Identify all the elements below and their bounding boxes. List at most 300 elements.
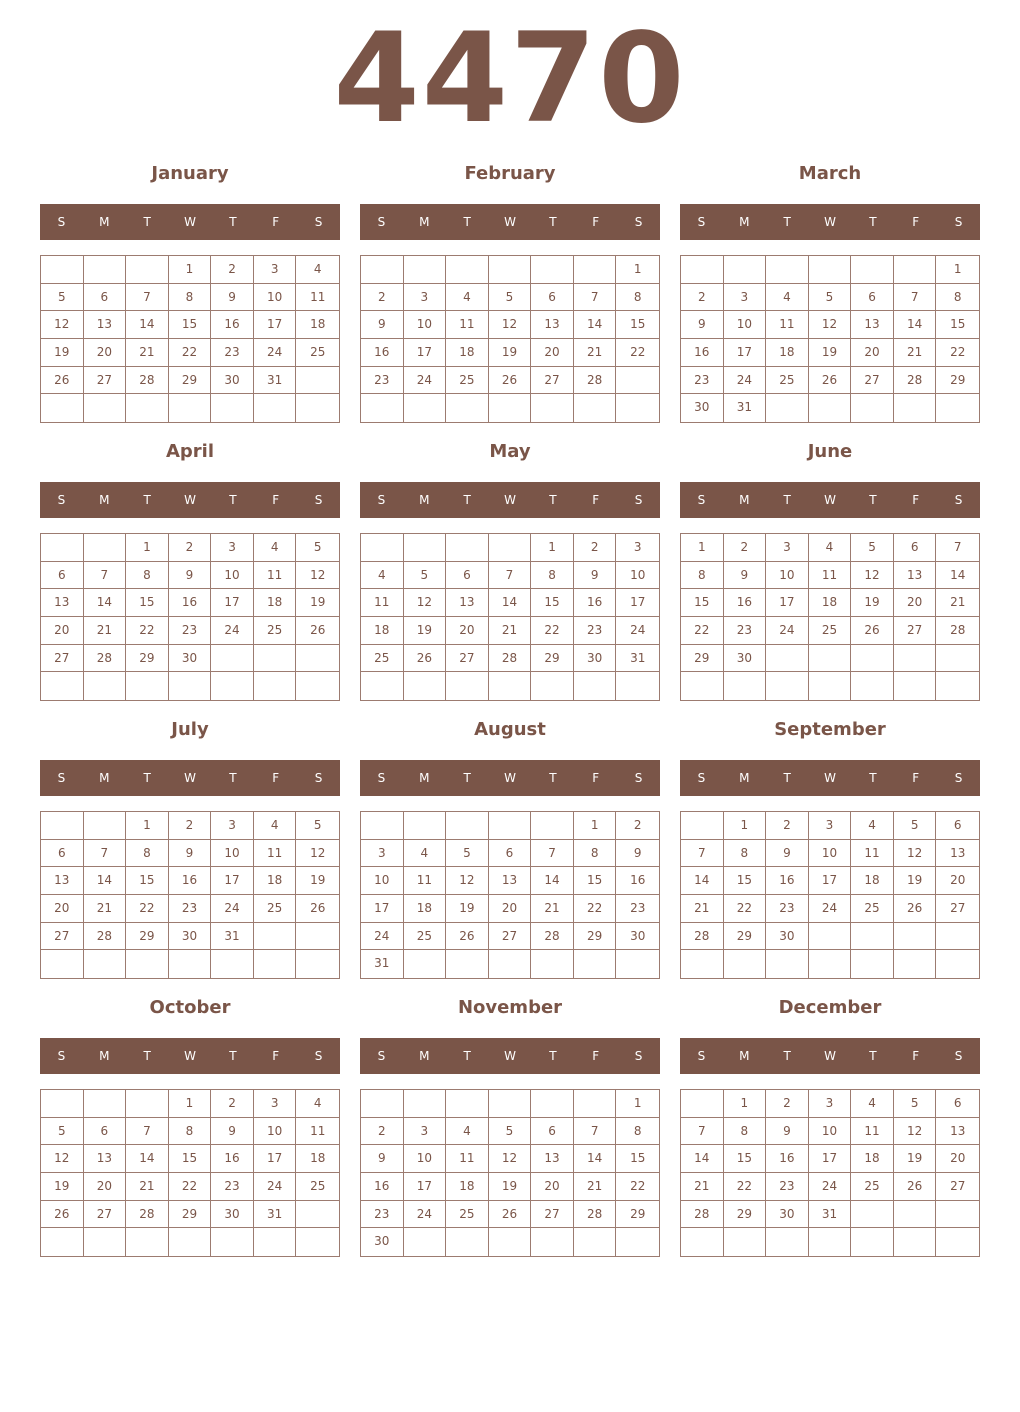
day-cell: 29: [126, 645, 169, 673]
empty-day-cell: [681, 256, 724, 284]
day-cell: 8: [574, 840, 617, 868]
weekday-label: S: [954, 1049, 963, 1063]
day-cell: 13: [41, 589, 84, 617]
day-cell: 1: [681, 534, 724, 562]
empty-day-cell: [851, 645, 894, 673]
day-cell: 30: [211, 1201, 254, 1229]
day-cell: 25: [254, 617, 297, 645]
weekday-header: [360, 482, 660, 518]
day-cell: 21: [681, 1173, 724, 1201]
empty-day-cell: [254, 923, 297, 951]
day-cell: 23: [766, 1173, 809, 1201]
day-cell: 21: [489, 617, 532, 645]
day-grid: [360, 811, 660, 979]
day-cell: 1: [531, 534, 574, 562]
day-cell: 17: [724, 339, 767, 367]
day-cell: 9: [169, 562, 212, 590]
weekday-label: T: [229, 1049, 237, 1063]
empty-day-cell: [616, 950, 659, 978]
day-cell: 22: [126, 617, 169, 645]
day-cell: 12: [296, 840, 339, 868]
empty-day-cell: [809, 645, 852, 673]
empty-day-cell: [84, 1090, 127, 1118]
empty-day-cell: [489, 1228, 532, 1256]
day-cell: 29: [936, 367, 979, 395]
day-cell: 8: [724, 1118, 767, 1146]
day-cell: 19: [894, 867, 937, 895]
day-cell: 26: [296, 895, 339, 923]
weekday-label: S: [377, 215, 386, 229]
day-cell: 17: [404, 339, 447, 367]
day-cell: 14: [84, 867, 127, 895]
day-cell: 4: [361, 562, 404, 590]
day-cell: 17: [809, 867, 852, 895]
day-cell: 22: [531, 617, 574, 645]
weekday-label: W: [504, 493, 516, 507]
empty-day-cell: [851, 923, 894, 951]
day-grid: [40, 255, 340, 423]
empty-day-cell: [41, 534, 84, 562]
day-cell: 17: [211, 867, 254, 895]
weekday-label: S: [57, 771, 66, 785]
day-cell: 15: [126, 589, 169, 617]
day-cell: 7: [681, 840, 724, 868]
day-cell: 18: [254, 867, 297, 895]
day-cell: 20: [531, 339, 574, 367]
weekday-label: W: [824, 771, 836, 785]
day-cell: 7: [574, 1118, 617, 1146]
empty-day-cell: [126, 256, 169, 284]
day-cell: 10: [616, 562, 659, 590]
weekday-label: T: [463, 215, 471, 229]
day-cell: 23: [574, 617, 617, 645]
empty-day-cell: [616, 394, 659, 422]
day-cell: 7: [574, 284, 617, 312]
day-cell: 31: [254, 367, 297, 395]
weekday-header: [680, 1038, 980, 1074]
day-cell: 14: [894, 311, 937, 339]
day-cell: 16: [766, 1145, 809, 1173]
day-cell: 8: [616, 1118, 659, 1146]
day-cell: 21: [574, 1173, 617, 1201]
day-cell: 12: [489, 311, 532, 339]
weekday-label: W: [824, 493, 836, 507]
day-cell: 3: [616, 534, 659, 562]
day-grid: [40, 533, 340, 701]
day-cell: 21: [84, 895, 127, 923]
day-grid: [40, 811, 340, 979]
weekday-label: S: [314, 215, 323, 229]
empty-day-cell: [296, 950, 339, 978]
day-cell: 17: [809, 1145, 852, 1173]
weekday-label: F: [912, 215, 920, 229]
empty-day-cell: [296, 923, 339, 951]
day-grid: [40, 1089, 340, 1257]
empty-day-cell: [809, 950, 852, 978]
empty-day-cell: [851, 256, 894, 284]
day-cell: 1: [126, 534, 169, 562]
day-cell: 4: [254, 534, 297, 562]
day-cell: 3: [404, 284, 447, 312]
day-cell: 8: [724, 840, 767, 868]
weekday-label: S: [377, 771, 386, 785]
day-cell: 26: [296, 617, 339, 645]
day-cell: 6: [41, 562, 84, 590]
empty-day-cell: [296, 645, 339, 673]
empty-day-cell: [126, 1090, 169, 1118]
day-cell: 9: [681, 311, 724, 339]
weekday-label: T: [143, 215, 151, 229]
weekday-label: T: [783, 1049, 791, 1063]
weekday-label: T: [229, 493, 237, 507]
day-cell: 25: [446, 367, 489, 395]
empty-day-cell: [254, 950, 297, 978]
month-name: March: [798, 163, 862, 184]
empty-day-cell: [681, 672, 724, 700]
day-cell: 15: [169, 1145, 212, 1173]
empty-day-cell: [851, 672, 894, 700]
empty-day-cell: [41, 394, 84, 422]
day-cell: 22: [681, 617, 724, 645]
day-cell: 12: [446, 867, 489, 895]
empty-day-cell: [894, 645, 937, 673]
day-cell: 7: [126, 284, 169, 312]
day-cell: 10: [211, 840, 254, 868]
weekday-header: [680, 204, 980, 240]
day-cell: 6: [84, 1118, 127, 1146]
empty-day-cell: [766, 672, 809, 700]
day-cell: 26: [404, 645, 447, 673]
empty-day-cell: [616, 367, 659, 395]
day-cell: 20: [41, 895, 84, 923]
empty-day-cell: [446, 394, 489, 422]
empty-day-cell: [936, 950, 979, 978]
weekday-label: S: [314, 1049, 323, 1063]
day-cell: 22: [126, 895, 169, 923]
day-cell: 10: [809, 840, 852, 868]
day-cell: 4: [851, 1090, 894, 1118]
day-cell: 30: [766, 1201, 809, 1229]
empty-day-cell: [404, 394, 447, 422]
day-cell: 19: [296, 589, 339, 617]
weekday-label: T: [783, 771, 791, 785]
empty-day-cell: [724, 256, 767, 284]
day-cell: 4: [446, 284, 489, 312]
weekday-label: T: [549, 493, 557, 507]
day-cell: 18: [851, 1145, 894, 1173]
day-cell: 28: [894, 367, 937, 395]
day-cell: 11: [254, 562, 297, 590]
day-cell: 14: [84, 589, 127, 617]
day-cell: 24: [616, 617, 659, 645]
day-cell: 28: [84, 645, 127, 673]
day-cell: 10: [211, 562, 254, 590]
day-cell: 2: [361, 1118, 404, 1146]
day-cell: 28: [531, 923, 574, 951]
empty-day-cell: [126, 950, 169, 978]
weekday-label: W: [504, 215, 516, 229]
day-cell: 14: [936, 562, 979, 590]
weekday-label: S: [57, 1049, 66, 1063]
empty-day-cell: [169, 672, 212, 700]
empty-day-cell: [361, 672, 404, 700]
empty-day-cell: [254, 1228, 297, 1256]
weekday-label: F: [272, 771, 280, 785]
day-cell: 10: [766, 562, 809, 590]
empty-day-cell: [296, 367, 339, 395]
day-cell: 24: [766, 617, 809, 645]
weekday-label: M: [419, 215, 430, 229]
empty-day-cell: [489, 950, 532, 978]
day-cell: 18: [809, 589, 852, 617]
day-cell: 28: [84, 923, 127, 951]
weekday-label: F: [272, 215, 280, 229]
day-cell: 7: [531, 840, 574, 868]
empty-day-cell: [211, 950, 254, 978]
weekday-label: T: [549, 215, 557, 229]
weekday-label: W: [184, 771, 196, 785]
day-cell: 5: [851, 534, 894, 562]
day-grid: [360, 1089, 660, 1257]
weekday-label: T: [143, 493, 151, 507]
weekday-label: F: [912, 771, 920, 785]
day-cell: 11: [296, 284, 339, 312]
day-cell: 22: [574, 895, 617, 923]
day-cell: 26: [489, 1201, 532, 1229]
day-cell: 21: [126, 339, 169, 367]
empty-day-cell: [84, 394, 127, 422]
day-cell: 9: [211, 1118, 254, 1146]
day-cell: 17: [404, 1173, 447, 1201]
day-cell: 20: [851, 339, 894, 367]
day-cell: 11: [446, 1145, 489, 1173]
day-cell: 22: [616, 1173, 659, 1201]
empty-day-cell: [254, 394, 297, 422]
day-cell: 6: [531, 1118, 574, 1146]
empty-day-cell: [84, 812, 127, 840]
weekday-label: M: [99, 771, 110, 785]
weekday-label: S: [314, 493, 323, 507]
day-cell: 12: [809, 311, 852, 339]
empty-day-cell: [574, 672, 617, 700]
day-cell: 10: [254, 284, 297, 312]
day-cell: 27: [446, 645, 489, 673]
day-cell: 25: [766, 367, 809, 395]
weekday-header: [40, 482, 340, 518]
weekday-label: T: [463, 1049, 471, 1063]
day-cell: 6: [531, 284, 574, 312]
weekday-label: M: [99, 1049, 110, 1063]
day-cell: 8: [126, 562, 169, 590]
month-name: November: [457, 997, 563, 1018]
empty-day-cell: [489, 1090, 532, 1118]
empty-day-cell: [574, 1228, 617, 1256]
weekday-label: T: [783, 215, 791, 229]
empty-day-cell: [404, 534, 447, 562]
day-cell: 29: [724, 1201, 767, 1229]
weekday-label: F: [272, 493, 280, 507]
day-cell: 31: [361, 950, 404, 978]
day-cell: 3: [809, 1090, 852, 1118]
day-cell: 17: [766, 589, 809, 617]
weekday-header: [40, 204, 340, 240]
day-cell: 12: [41, 311, 84, 339]
day-cell: 2: [211, 1090, 254, 1118]
day-cell: 9: [724, 562, 767, 590]
day-cell: 25: [361, 645, 404, 673]
day-cell: 24: [211, 617, 254, 645]
weekday-label: M: [419, 493, 430, 507]
day-cell: 30: [681, 394, 724, 422]
day-cell: 2: [169, 812, 212, 840]
month-name: September: [774, 719, 886, 740]
day-cell: 25: [851, 1173, 894, 1201]
day-cell: 1: [169, 1090, 212, 1118]
day-cell: 21: [936, 589, 979, 617]
day-cell: 5: [489, 284, 532, 312]
day-cell: 3: [211, 812, 254, 840]
day-cell: 21: [531, 895, 574, 923]
month-name: May: [489, 441, 531, 462]
day-cell: 19: [404, 617, 447, 645]
weekday-label: W: [504, 1049, 516, 1063]
day-grid: [680, 1089, 980, 1257]
weekday-label: S: [954, 771, 963, 785]
weekday-label: M: [419, 771, 430, 785]
day-cell: 16: [574, 589, 617, 617]
day-cell: 23: [169, 617, 212, 645]
day-cell: 15: [126, 867, 169, 895]
weekday-label: S: [954, 493, 963, 507]
empty-day-cell: [851, 1228, 894, 1256]
day-grid: [680, 255, 980, 423]
day-cell: 15: [681, 589, 724, 617]
empty-day-cell: [574, 950, 617, 978]
day-cell: 13: [531, 311, 574, 339]
day-cell: 28: [936, 617, 979, 645]
empty-day-cell: [84, 534, 127, 562]
day-cell: 1: [616, 256, 659, 284]
day-cell: 3: [254, 256, 297, 284]
weekday-label: W: [824, 215, 836, 229]
day-cell: 16: [361, 1173, 404, 1201]
day-cell: 20: [84, 339, 127, 367]
day-cell: 9: [616, 840, 659, 868]
day-cell: 6: [851, 284, 894, 312]
day-cell: 7: [126, 1118, 169, 1146]
day-cell: 30: [724, 645, 767, 673]
empty-day-cell: [616, 672, 659, 700]
day-cell: 5: [296, 812, 339, 840]
empty-day-cell: [211, 394, 254, 422]
weekday-label: M: [419, 1049, 430, 1063]
day-cell: 7: [84, 562, 127, 590]
day-cell: 18: [446, 1173, 489, 1201]
weekday-label: S: [634, 493, 643, 507]
empty-day-cell: [404, 1228, 447, 1256]
day-cell: 31: [211, 923, 254, 951]
weekday-label: F: [912, 1049, 920, 1063]
day-cell: 30: [211, 367, 254, 395]
day-cell: 28: [681, 1201, 724, 1229]
day-cell: 14: [681, 867, 724, 895]
day-cell: 2: [211, 256, 254, 284]
day-cell: 14: [681, 1145, 724, 1173]
day-cell: 18: [361, 617, 404, 645]
day-cell: 24: [809, 895, 852, 923]
day-cell: 24: [211, 895, 254, 923]
weekday-label: S: [697, 215, 706, 229]
day-cell: 8: [616, 284, 659, 312]
day-cell: 20: [41, 617, 84, 645]
day-cell: 10: [809, 1118, 852, 1146]
day-cell: 27: [851, 367, 894, 395]
day-cell: 3: [254, 1090, 297, 1118]
day-cell: 17: [254, 1145, 297, 1173]
day-cell: 23: [169, 895, 212, 923]
empty-day-cell: [936, 1228, 979, 1256]
weekday-label: F: [592, 1049, 600, 1063]
day-cell: 5: [894, 812, 937, 840]
day-cell: 16: [361, 339, 404, 367]
day-cell: 9: [211, 284, 254, 312]
day-cell: 20: [936, 1145, 979, 1173]
weekday-label: F: [912, 493, 920, 507]
empty-day-cell: [446, 256, 489, 284]
day-cell: 17: [361, 895, 404, 923]
empty-day-cell: [446, 812, 489, 840]
day-cell: 29: [724, 923, 767, 951]
month-name: June: [807, 441, 853, 462]
empty-day-cell: [41, 672, 84, 700]
empty-day-cell: [404, 256, 447, 284]
day-cell: 11: [296, 1118, 339, 1146]
day-cell: 24: [404, 367, 447, 395]
day-cell: 23: [361, 1201, 404, 1229]
day-cell: 12: [296, 562, 339, 590]
empty-day-cell: [361, 534, 404, 562]
day-cell: 27: [894, 617, 937, 645]
day-cell: 15: [724, 867, 767, 895]
day-cell: 4: [766, 284, 809, 312]
empty-day-cell: [894, 923, 937, 951]
day-cell: 23: [211, 1173, 254, 1201]
empty-day-cell: [489, 394, 532, 422]
day-cell: 9: [766, 1118, 809, 1146]
day-cell: 13: [446, 589, 489, 617]
empty-day-cell: [489, 256, 532, 284]
day-cell: 14: [531, 867, 574, 895]
day-cell: 20: [894, 589, 937, 617]
day-cell: 27: [84, 1201, 127, 1229]
day-cell: 5: [41, 284, 84, 312]
day-cell: 11: [361, 589, 404, 617]
day-cell: 26: [489, 367, 532, 395]
weekday-header: [680, 482, 980, 518]
empty-day-cell: [936, 645, 979, 673]
year-title: 4470: [333, 7, 687, 151]
empty-day-cell: [894, 950, 937, 978]
day-cell: 2: [724, 534, 767, 562]
day-cell: 23: [724, 617, 767, 645]
day-cell: 19: [851, 589, 894, 617]
day-cell: 31: [809, 1201, 852, 1229]
month-name: October: [149, 997, 231, 1018]
empty-day-cell: [724, 672, 767, 700]
weekday-label: S: [697, 493, 706, 507]
empty-day-cell: [766, 950, 809, 978]
day-cell: 8: [936, 284, 979, 312]
